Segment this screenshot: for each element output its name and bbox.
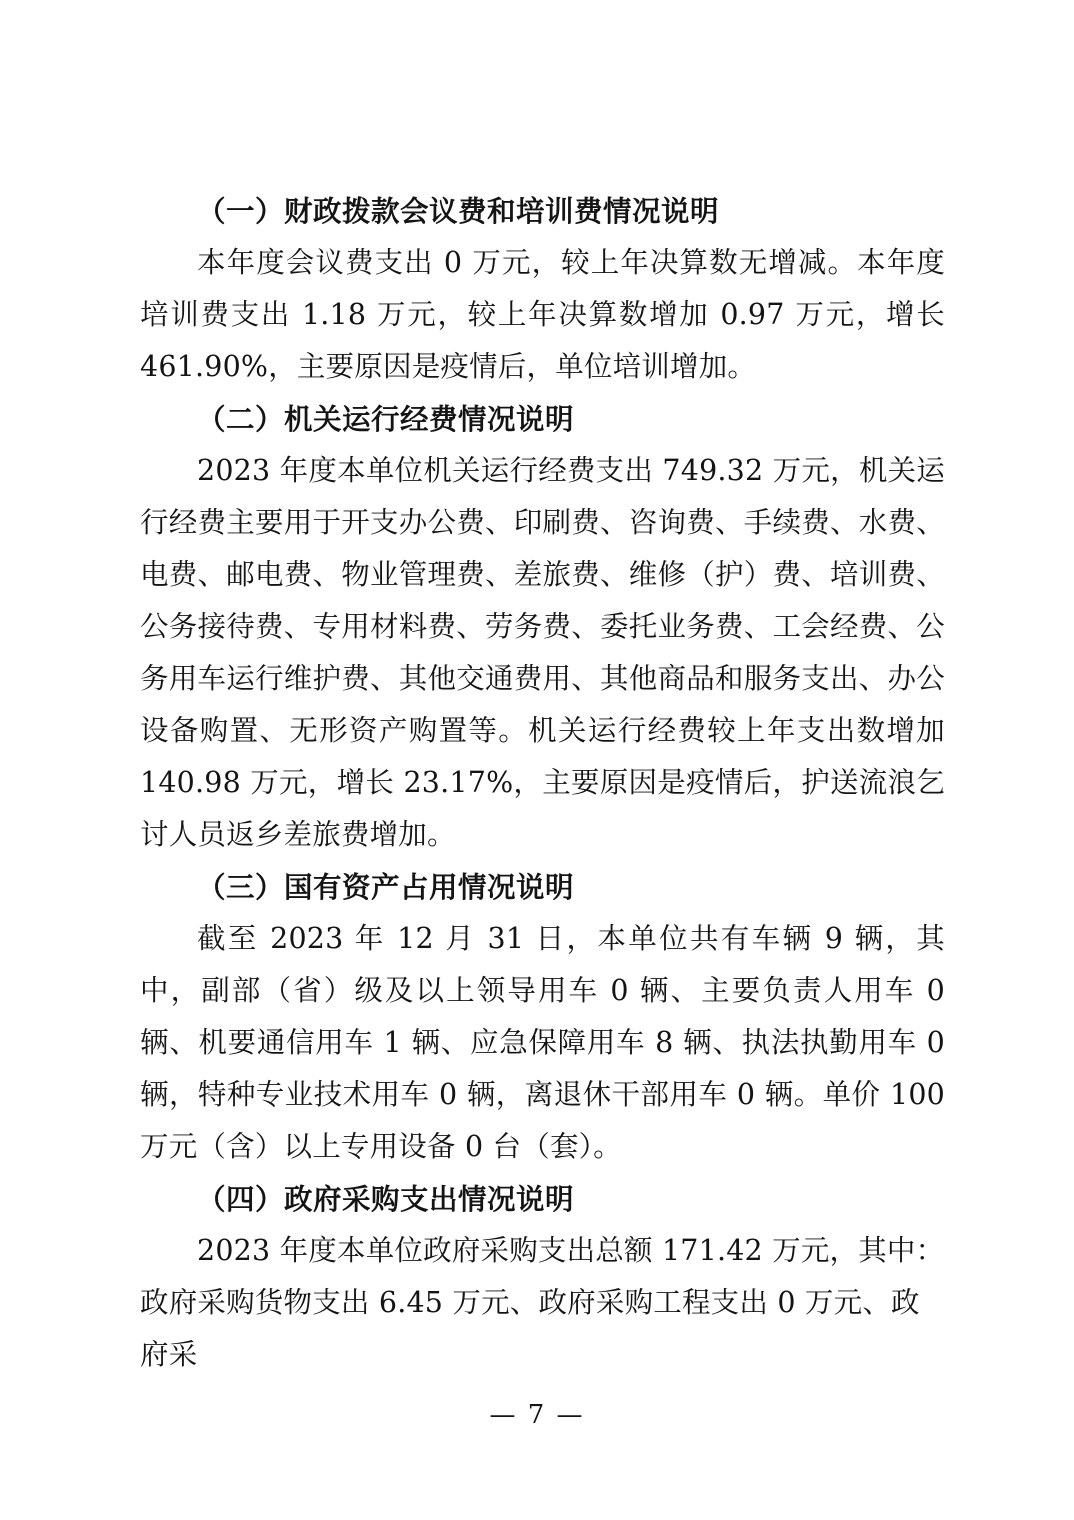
section-heading-3: （三）国有资产占用情况说明 <box>197 870 575 904</box>
section-paragraph-3: 截至 2023 年 12 月 31 日，本单位共有车辆 9 辆，其中，副部（省）级及以上领导用车 0 辆、主要负责人用车 0 辆、机要通信用车 1 辆、应急保障用车 8 辆、执法执勤用车 0 辆，特种专业技术用车 0 辆，离退休干部用车 0 辆。单价 100 万元（含）以上专用设备 0 台（套）。 <box>140 922 945 1163</box>
page-content <box>140 185 945 1381</box>
section-paragraph-4: 2023 年度本单位政府采购支出总额 171.42 万元，其中：政府采购货物支出 6.45 万元、政府采购工程支出 0 万元、政府采 <box>140 1234 945 1371</box>
section-heading-1: （一）财政拨款会议费和培训费情况说明 <box>197 194 720 228</box>
section-heading-2: （二）机关运行经费情况说明 <box>197 402 575 436</box>
page-number: — 7 — <box>489 1400 585 1430</box>
section-heading-4: （四）政府采购支出情况说明 <box>197 1182 575 1216</box>
section-paragraph-2: 2023 年度本单位机关运行经费支出 749.32 万元，机关运行经费主要用于开支办公费、印刷费、咨询费、手续费、水费、电费、邮电费、物业管理费、差旅费、维修（护）费、培训费、公务接待费、专用材料费、劳务费、委托业务费、工会经费、公务用车运行维护费、其他交通费用、其他商品和服务支出、办公设备购置、无形资产购置等。机关运行经费较上年支出数增加 140.98 万元，增长 23.17%，主要原因是疫情后，护送流浪乞讨人员返乡差旅费增加。 <box>140 454 945 851</box>
section-paragraph-1: 本年度会议费支出 0 万元，较上年决算数无增减。本年度培训费支出 1.18 万元，较上年决算数增加 0.97 万元，增长 461.90%，主要原因是疫情后，单位培训增加。 <box>140 246 945 383</box>
